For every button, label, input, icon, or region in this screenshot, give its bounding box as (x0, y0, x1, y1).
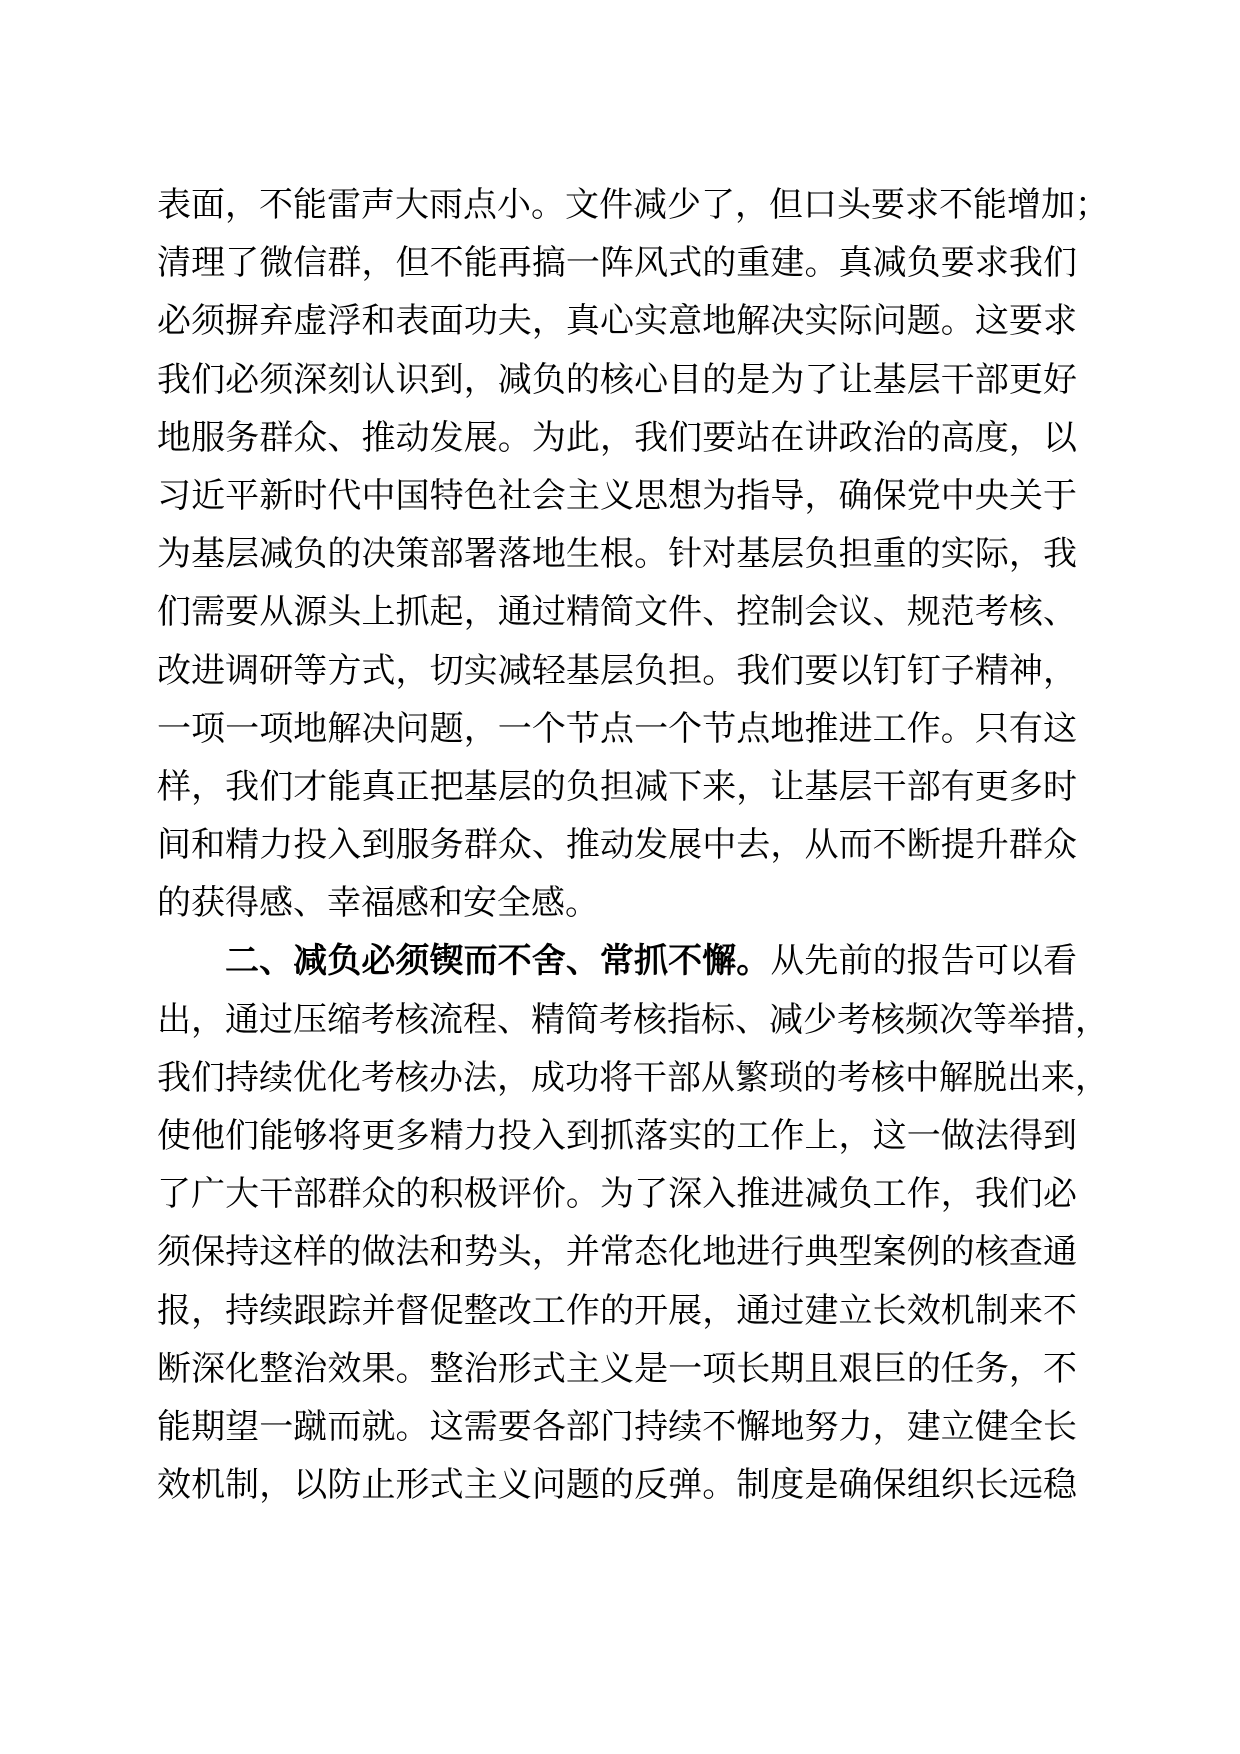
paragraph-2 (157, 932, 1109, 1514)
text-line: 必须摒弃虚浮和表面功夫，真心实意地解决实际问题。这要求 (157, 301, 1077, 342)
text-line: 报，持续跟踪并督促整改工作的开展，通过建立长效机制来不 (157, 1290, 1077, 1331)
text-line: 习近平新时代中国特色社会主义思想为指导，确保党中央关于 (157, 475, 1077, 516)
text-line: 使他们能够将更多精力投入到抓落实的工作上，这一做法得到 (157, 1116, 1077, 1156)
text-line: 样，我们才能真正把基层的负担减下来，让基层干部有更多时 (157, 766, 1077, 807)
text-line: 清理了微信群，但不能再搞一阵风式的重建。真减负要求我们 (157, 243, 1077, 284)
text-line: 间和精力投入到服务群众、推动发展中去，从而不断提升群众 (157, 825, 1077, 866)
text-line: 一项一项地解决问题，一个节点一个节点地推进工作。只有这 (157, 708, 1077, 749)
section-heading: 二、减负必须锲而不舍、常抓不懈。 (225, 941, 771, 982)
text-line: 能期望一蹴而就。这需要各部门持续不懈地努力，建立健全长 (157, 1406, 1077, 1447)
paragraph-first-line (157, 932, 1077, 990)
text-line: 我们持续优化考核办法，成功将干部从繁琐的考核中解脱出来， (157, 1057, 1109, 1098)
text-line: 我们必须深刻认识到，减负的核心目的是为了让基层干部更好 (157, 359, 1077, 400)
text-line: 为基层减负的决策部署落地生根。针对基层负担重的实际，我 (157, 534, 1077, 575)
text-line: 地服务群众、推动发展。为此，我们要站在讲政治的高度，以 (157, 417, 1077, 458)
paragraph-1 (157, 176, 1109, 932)
text-line: 改进调研等方式，切实减轻基层负担。我们要以钉钉子精神， (157, 650, 1077, 691)
text-line: 们需要从源头上抓起，通过精简文件、控制会议、规范考核、 (157, 592, 1077, 633)
document-body (157, 176, 1109, 1514)
text-line: 出，通过压缩考核流程、精简考核指标、减少考核频次等举措， (157, 999, 1109, 1040)
text-line: 效机制，以防止形式主义问题的反弹。制度是确保组织长远稳 (157, 1465, 1077, 1506)
text-line: 须保持这样的做法和势头，并常态化地进行典型案例的核查通 (157, 1232, 1077, 1273)
text-line-rest: 从先前的报告可以看 (770, 941, 1078, 982)
text-line: 表面，不能雷声大雨点小。文件减少了，但口头要求不能增加； (157, 185, 1109, 225)
text-line: 的获得感、幸福感和安全感。 (157, 883, 599, 924)
text-line: 了广大干部群众的积极评价。为了深入推进减负工作，我们必 (157, 1174, 1077, 1215)
text-line: 断深化整治效果。整治形式主义是一项长期且艰巨的任务，不 (157, 1348, 1077, 1389)
